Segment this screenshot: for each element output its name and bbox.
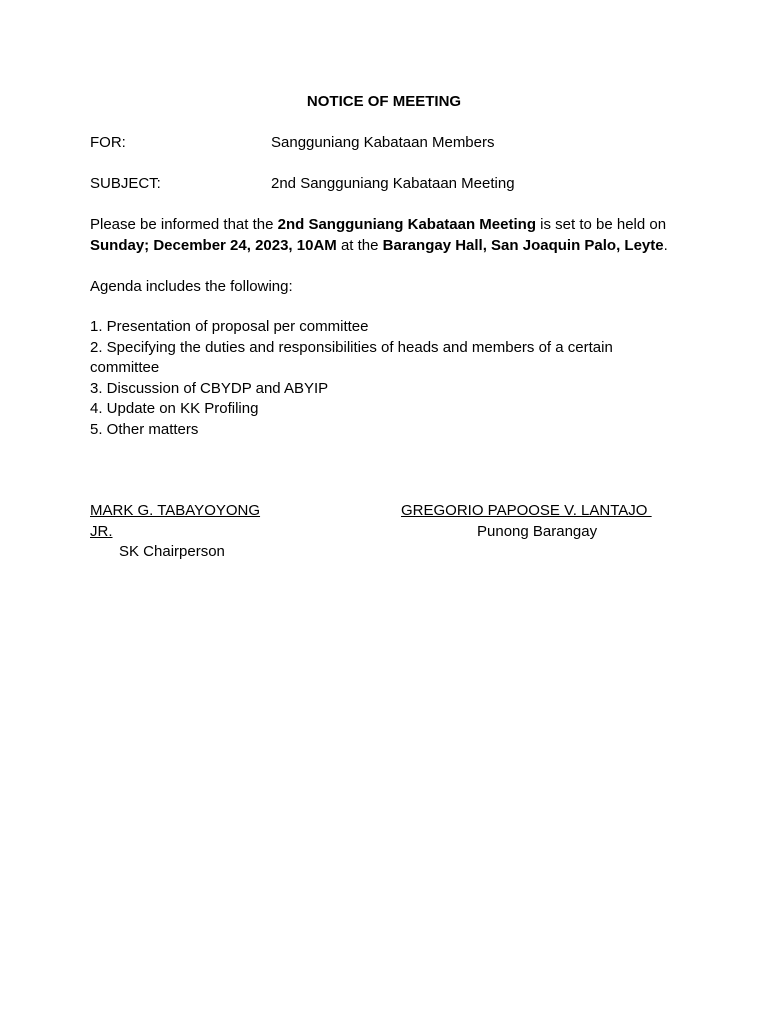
agenda-list xyxy=(90,317,650,440)
intro-text-2: is set to be held on xyxy=(535,216,667,233)
agenda-item: 5. Other matters xyxy=(90,420,199,438)
signatory-right-role: Punong Barangay xyxy=(477,522,598,540)
agenda-item: 1. Presentation of proposal per committee xyxy=(90,318,369,335)
signatory-left-role: SK Chairperson xyxy=(119,543,225,560)
signatory-right-name: GREGORIO PAPOOSE V. LANTAJO xyxy=(401,502,652,519)
intro-paragraph xyxy=(90,215,690,256)
intro-venue: Barangay Hall, San Joaquin Palo, Leyte xyxy=(382,236,664,254)
subject-value: 2nd Sangguniang Kabataan Meeting xyxy=(271,175,515,192)
signatory-right xyxy=(401,501,701,542)
intro-meeting-name: 2nd Sangguniang Kabataan Meeting xyxy=(277,216,536,233)
for-label: FOR: xyxy=(90,134,126,151)
signatory-left-name-line2: JR. xyxy=(90,522,113,540)
agenda-item: 4. Update on KK Profiling xyxy=(90,400,259,417)
signatory-left-name-line1: MARK G. TABAYOYONG xyxy=(90,502,261,519)
agenda-intro: Agenda includes the following: xyxy=(90,278,293,295)
subject-label: SUBJECT: xyxy=(90,175,161,192)
signatory-left xyxy=(90,501,290,563)
intro-text-1: Please be informed that the xyxy=(90,216,278,233)
agenda-item: 3. Discussion of CBYDP and ABYIP xyxy=(90,379,329,397)
intro-text-3: at the xyxy=(336,236,383,254)
agenda-item: 2. Specifying the duties and responsibilities of heads and members of a certain committee xyxy=(90,338,613,376)
document-title: NOTICE OF MEETING xyxy=(306,93,462,110)
intro-date-time: Sunday; December 24, 2023, 10AM xyxy=(90,236,337,254)
intro-text-4: . xyxy=(663,236,668,254)
for-value: Sangguniang Kabataan Members xyxy=(271,134,495,151)
